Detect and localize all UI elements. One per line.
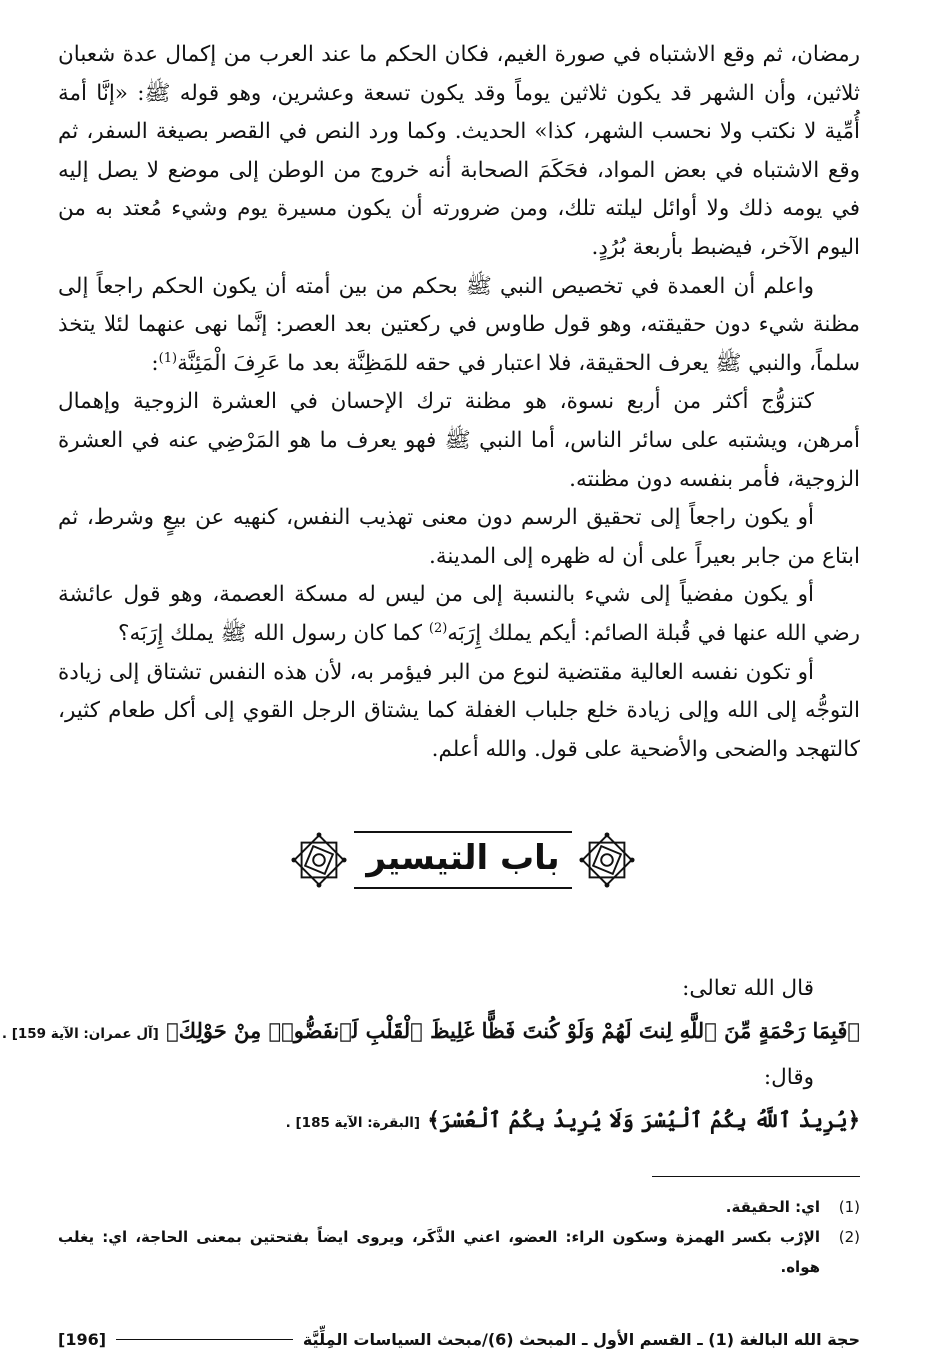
- verses-region: [1, 36, 860, 1358]
- paragraph-5-tail: كما كان رسول الله ﷺ يملك إِرَبَه؟: [118, 620, 429, 646]
- page-number: [196]: [58, 1329, 107, 1349]
- footnote-ref-2[interactable]: (2): [428, 620, 448, 636]
- verse-2: [58, 1105, 860, 1138]
- verse-1-reference: [آل عمران: الآية 159] .: [1, 1026, 159, 1042]
- verse-2-label: وقال:: [763, 1065, 814, 1090]
- verse-2-text: ﴿يُرِيدُ ٱللَّهُ بِكُمُ ٱلْيُسْرَ وَلَا يُرِيدُ بِكُمُ ٱلْعُسْرَ﴾: [427, 1107, 860, 1132]
- paragraph-2-tail: :: [151, 350, 159, 376]
- footnote-2-text: الإرْب بكسر الهمزة وسكون الراء: العضو، اعني الذَّكَر، ويروى ايضاً بفتحتين بمعنى الحاجة، اي: يغلب هواه.: [58, 1228, 820, 1276]
- footnotes: [58, 1192, 860, 1282]
- paragraph-6-text: أو تكون نفسه العالية مقتضية لنوع من البر فيؤمر به، لأن هذه النفس تشتاق إلى زيادة التوجُّه إلى الله وإلى زيادة خلع جلباب الغفلة كما يشتاق الرجل القوي إلى أكل طعام كثير، كالتهجد والضحى والأضحية على قول. والله أعلم.: [58, 659, 860, 762]
- footnote-1: [58, 1192, 860, 1222]
- chapter-title: باب التيسير: [354, 831, 571, 889]
- verse-2-reference: [البقرة: الآية 185] .: [285, 1115, 421, 1131]
- running-footer-rule: [116, 1339, 293, 1340]
- paragraph-5-text: أو يكون مفضياً إلى شيء بالنسبة إلى من ليس له مسكة العصمة، وهو قول عائشة رضي الله عنها في قُبلة الصائم: أيكم يملك إِرَبَه: [58, 582, 860, 646]
- quran-verses: [1, 974, 860, 1152]
- verse-1: [1, 1016, 860, 1049]
- running-footer: [58, 1324, 860, 1354]
- footnote-1-text: اي: الحقيقة.: [725, 1198, 820, 1216]
- footnote-2-number: (2): [838, 1228, 860, 1246]
- footnote-ref-1[interactable]: (1): [158, 350, 178, 366]
- footnote-1-number: (1): [838, 1198, 860, 1216]
- verse-1-text: ﴿فَبِمَا رَحْمَةٍ مِّنَ ٱللَّهِ لِنتَ لَهُمْ وَلَوْ كُنتَ فَظًّا غَلِيظَ ٱلْقَلْبِ لَٱنفَضُّوا۟ مِنْ حَوْلِكَ﴾: [166, 1018, 860, 1043]
- verse-1-label: قال الله تعالى:: [682, 976, 814, 1001]
- paragraph-2-text: واعلم أن العمدة في تخصيص النبي ﷺ بحكم من بين أمته أن يكون الحكم راجعاً إلى مظنة شيء دون حقيقته، وهو قول طاوس في ركعتين بعد العصر: إنَّما نهى عنهما لئلا يتخذ سلماً، والنبي ﷺ يعرف الحقيقة، فلا اعتبار في حقه للمَظِنَّة بعد ما عَرِفَ الْمَئِنَّة: [58, 273, 860, 376]
- footnote-separator: [652, 1176, 860, 1177]
- paragraph-1-text: رمضان، ثم وقع الاشتباه في صورة الغيم، فكان الحكم ما عند العرب من إكمال عدة شعبان ثلاثين، وأن الشهر قد يكون ثلاثين يوماً وقد يكون تسعة وعشرين، وهو قوله ﷺ: «إنَّا أمة أُمِّية لا نكتب ولا نحسب الشهر، كذا» الحديث. وكما ورد النص في القصر بصيغة السفر، ثم وقع الاشتباه في بعض المواد، فحَكَمَ الصحابة أنه خروج من الوطن إلى موضع لا يصل إليه في يومه ذلك ولا أوائل ليلته تلك، ومن ضرورته أن يكون مسيرة يوم وشيء مُعتد به من اليوم الآخر، فيضبط بأربعة بُرُدٍ.: [58, 42, 860, 260]
- paragraph-3-text: كتزوُّج أكثر من أربع نسوة، هو مظنة ترك الإحسان في العشرة الزوجية وإهمال أمرهن، ويشتبه على سائر الناس، أما النبي ﷺ فهو يعرف ما هو المَرْضِي عنه في العشرة الزوجية، فأمر بنفسه دون مظنته.: [58, 389, 860, 492]
- footnote-2: [58, 1222, 860, 1282]
- running-footer-title: حجة الله البالغة (1) ـ القسم الأول ـ المبحث (6)/مبحث السياسات المِلِّيَّة: [302, 1329, 860, 1349]
- paragraph-4-text: أو يكون راجعاً إلى تحقيق الرسم دون معنى تهذيب النفس، كنهيه عن بيعٍ وشرط، ثم ابتاع من جابر بعيراً على أن له ظهره إلى المدينة.: [58, 505, 860, 569]
